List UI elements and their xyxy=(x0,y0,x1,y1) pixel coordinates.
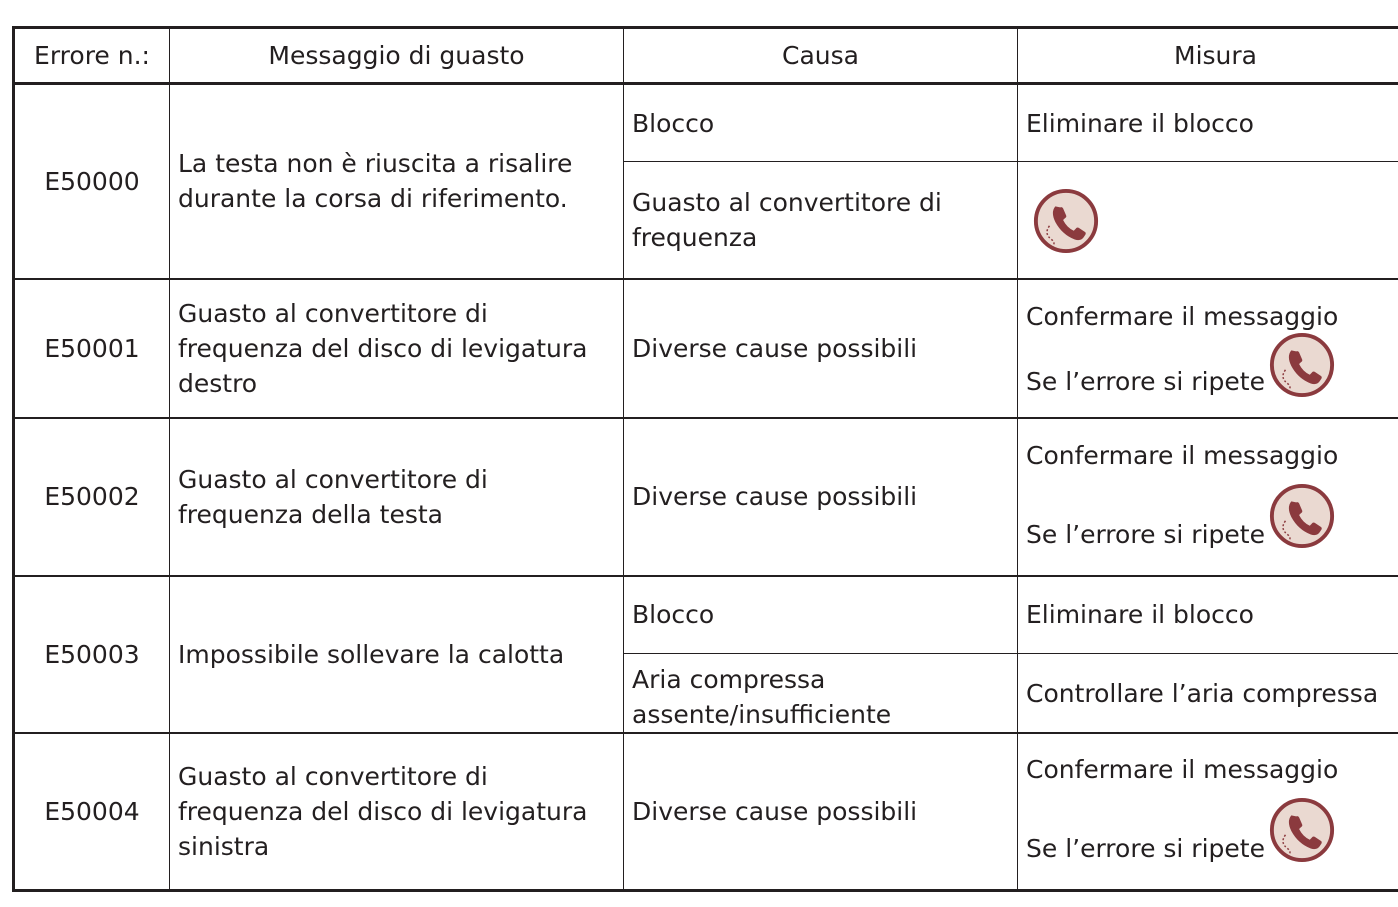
error-measure xyxy=(1018,418,1398,576)
header-code: Errore n.: xyxy=(14,28,170,84)
measure-confirm-text: Confermare il messaggio xyxy=(1026,302,1339,331)
error-message: Guasto al convertitore di frequenza della testa xyxy=(170,418,624,576)
error-measure: Controllare l’aria compressa xyxy=(1018,654,1398,734)
table-row xyxy=(14,576,1398,654)
error-cause xyxy=(624,654,1018,734)
error-code: E50003 xyxy=(14,576,170,734)
table-row xyxy=(14,279,1398,418)
error-message: Guasto al convertitore di frequenza del disco di levigatura sinistra xyxy=(170,733,624,890)
table-row xyxy=(14,84,1398,162)
phone-service-icon xyxy=(1268,796,1336,864)
measure-repeat-text: Se l’errore si ripete xyxy=(1026,519,1265,549)
error-cause: Blocco xyxy=(624,84,1018,162)
phone-service-icon xyxy=(1268,482,1336,550)
measure-confirm-text: Confermare il messaggio xyxy=(1026,755,1339,785)
header-message: Messaggio di guasto xyxy=(170,28,624,84)
table-row xyxy=(14,418,1398,576)
header-row xyxy=(14,28,1398,84)
header-cause: Causa xyxy=(624,28,1018,84)
header-measure: Misura xyxy=(1018,28,1398,84)
table-row xyxy=(14,733,1398,890)
measure-repeat-text: Se l’errore si ripete xyxy=(1026,834,1265,864)
error-cause-text: Aria compressa assente/insufficiente xyxy=(632,665,892,729)
error-cause: Diverse cause possibili xyxy=(624,418,1018,576)
error-code: E50000 xyxy=(14,84,170,279)
error-cause: Guasto al convertitore di frequenza xyxy=(624,162,1018,279)
error-measure: Eliminare il blocco xyxy=(1018,84,1398,162)
error-code: E50001 xyxy=(14,279,170,418)
phone-service-icon xyxy=(1032,187,1100,255)
error-table xyxy=(12,26,1398,892)
phone-service-icon xyxy=(1268,331,1336,399)
error-measure xyxy=(1018,733,1398,890)
error-measure: Eliminare il blocco xyxy=(1018,576,1398,654)
error-message: Impossibile sollevare la calotta xyxy=(170,576,624,734)
error-message: La testa non è riuscita a risalire durante la corsa di riferimento. xyxy=(170,84,624,279)
measure-repeat-text: Se l’errore si ripete xyxy=(1026,367,1265,396)
error-measure xyxy=(1018,279,1398,418)
error-code: E50004 xyxy=(14,733,170,890)
error-message: Guasto al convertitore di frequenza del disco di levigatura destro xyxy=(170,279,624,418)
error-measure xyxy=(1018,162,1398,279)
error-cause: Blocco xyxy=(624,576,1018,654)
error-cause: Diverse cause possibili xyxy=(624,279,1018,418)
measure-confirm-text: Confermare il messaggio xyxy=(1026,440,1339,470)
error-code: E50002 xyxy=(14,418,170,576)
error-cause: Diverse cause possibili xyxy=(624,733,1018,890)
